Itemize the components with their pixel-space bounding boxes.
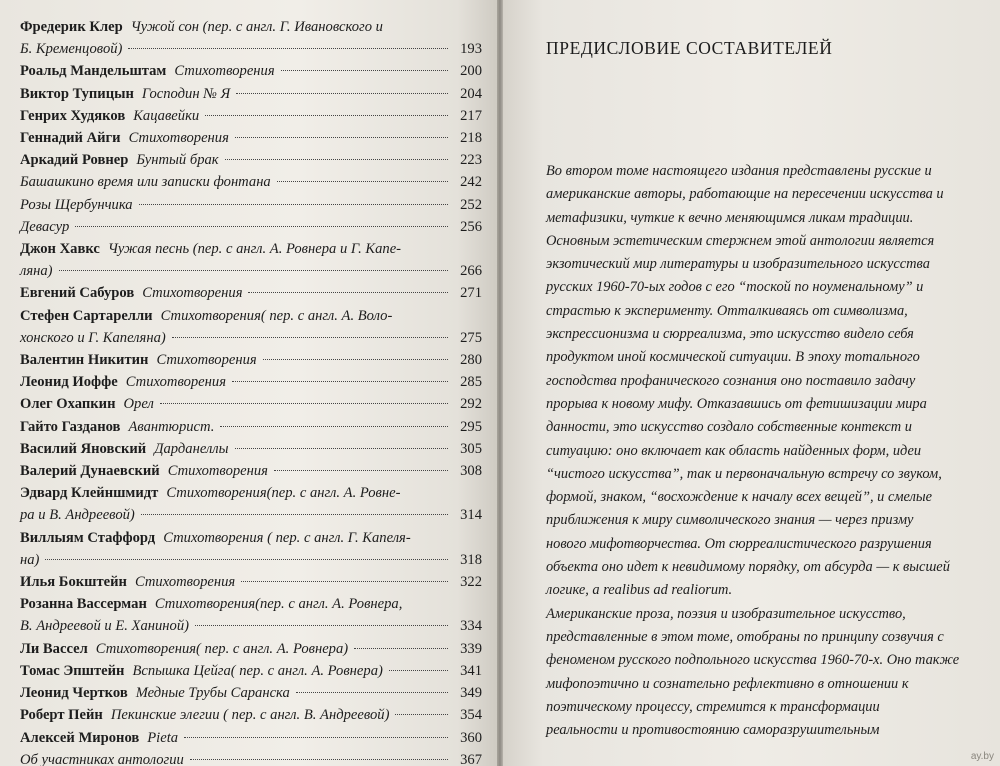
toc-page-number: 285 <box>460 374 482 391</box>
toc-author: Стефен Сартарелли <box>20 307 153 324</box>
toc-title: Стихотворения <box>174 63 275 80</box>
toc-page-number: 308 <box>460 463 482 480</box>
toc-entry <box>20 105 482 127</box>
toc-entry <box>20 638 482 660</box>
toc-entry <box>20 282 482 304</box>
toc-author: Василий Яновский <box>20 440 147 457</box>
toc-title: Стихотворения( пер. с англ. А. Воло- <box>160 307 393 324</box>
toc-page-number: 322 <box>460 574 482 591</box>
toc-page-number: 266 <box>460 263 482 280</box>
toc-page-number: 271 <box>460 285 482 302</box>
dot-leader <box>296 692 448 693</box>
toc-entry <box>20 704 482 726</box>
toc-page-number: 252 <box>460 196 482 213</box>
toc-author: Виллыям Стаффорд <box>20 529 156 546</box>
toc-title: Стихотворения(пер. с англ. А. Ровнера, <box>154 596 403 613</box>
toc-entry <box>20 682 482 704</box>
dot-leader <box>263 359 448 360</box>
toc-author: Роальд Мандельштам <box>20 63 167 80</box>
toc-page-number: 280 <box>460 352 482 369</box>
toc-entry <box>20 571 482 593</box>
toc-page-number: 218 <box>460 130 482 147</box>
toc-page-number: 204 <box>460 85 482 102</box>
toc-title: Стихотворения ( пер. с англ. Г. Капеля- <box>163 529 411 546</box>
toc-title: Стихотворения <box>134 574 236 591</box>
toc-author: Алексей Миронов <box>20 729 140 746</box>
dot-leader <box>160 403 448 404</box>
toc-title: Бунтый брак <box>136 152 219 169</box>
toc-title: Стихотворения(пер. с англ. А. Ровне- <box>166 485 401 502</box>
toc-entry <box>20 194 482 216</box>
dot-leader <box>141 514 448 515</box>
preface-line: приближения к миру символического знания — через призму <box>546 512 914 529</box>
toc-title: Авантюрист. <box>128 418 215 435</box>
toc-title: Дарданеллы <box>154 440 229 457</box>
dot-leader <box>235 448 448 449</box>
toc-title: Стихотворения( пер. с англ. А. Ровнера) <box>95 640 349 657</box>
toc-title-continuation: В. Андреевой и Е. Ханиной) <box>20 618 189 635</box>
toc-page-number: 217 <box>460 107 482 124</box>
dot-leader <box>75 226 448 227</box>
toc-page-number: 339 <box>460 640 482 657</box>
toc-entry <box>20 238 482 282</box>
toc-title: Господин № Я <box>141 85 231 102</box>
preface-line: продуктом иной космической ситуации. В эпоху тотального <box>546 349 920 366</box>
toc-entry <box>20 371 482 393</box>
toc-page-number: 242 <box>460 174 482 191</box>
toc-title-continuation: Б. Кременцовой) <box>20 41 123 58</box>
preface-line: логике, a realibus ad realiorum. <box>546 582 733 599</box>
toc-entry <box>20 83 482 105</box>
toc-author: Фредерик Клер <box>20 19 123 35</box>
toc-entry <box>20 305 482 349</box>
toc-title: Чужой сон (пер. с англ. Г. Ивановского и <box>130 19 383 35</box>
toc-author: Роберт Пейн <box>20 707 103 724</box>
toc-author: Ли Вассел <box>20 640 88 657</box>
toc-title: Pieta <box>147 729 179 746</box>
preface-line: реальности и противостоянию саморазрушительным <box>546 722 880 739</box>
dot-leader <box>277 181 448 182</box>
toc-author: Геннадий Айги <box>20 130 121 147</box>
toc-entry <box>20 593 482 637</box>
toc-author: Леонид Чертков <box>20 685 128 702</box>
toc-page-number: 360 <box>460 729 482 746</box>
toc-title: Стихотворения <box>156 352 257 369</box>
toc-entry <box>20 482 482 526</box>
toc-title: Чужая песнь (пер. с англ. А. Ровнера и Г. Капе- <box>107 241 402 258</box>
toc-page-number: 223 <box>460 152 482 169</box>
preface-line: поэтическому процессу, стремится к трансформации <box>546 698 880 715</box>
toc-author: Олег Охапкин <box>20 396 116 413</box>
dot-leader <box>235 137 448 138</box>
dot-leader <box>395 714 448 715</box>
dot-leader <box>389 670 448 671</box>
preface-line: “чистого искусства”, так и первоначальную встречу со звуком, <box>546 465 942 482</box>
toc-page-number: 314 <box>460 507 482 524</box>
toc-page-number: 334 <box>460 618 482 635</box>
toc-title: Башашкино время или записки фонтана <box>20 174 271 191</box>
preface-line: данности, это искусство создало собственные контекст и <box>546 419 912 436</box>
preface-heading: ПРЕДИСЛОВИЕ СОСТАВИТЕЛЕЙ <box>546 38 833 58</box>
toc-title: Стихотворения <box>125 374 226 391</box>
toc-title: Медные Трубы Саранска <box>135 685 290 702</box>
dot-leader <box>128 48 448 49</box>
dot-leader <box>139 204 448 205</box>
toc-page-number: 305 <box>460 440 482 457</box>
dot-leader <box>205 115 448 116</box>
toc-title: Розы Щербунчика <box>20 196 133 213</box>
toc-author: Виктор Тупицын <box>20 85 134 102</box>
toc-author: Валентин Никитин <box>20 352 149 369</box>
toc-entry <box>20 60 482 82</box>
toc-title-continuation: ра и В. Андреевой) <box>20 507 135 524</box>
preface-line: Во втором томе настоящего издания представлены русские и <box>546 163 932 179</box>
toc-author: Илья Бокштейн <box>20 574 127 591</box>
left-page <box>0 0 497 766</box>
toc-title: Пекинские элегии ( пер. с англ. В. Андреевой) <box>110 707 390 724</box>
toc-page-number: 349 <box>460 685 482 702</box>
toc-page-number: 295 <box>460 418 482 435</box>
preface-body <box>546 160 974 742</box>
toc-entry <box>20 416 482 438</box>
toc-entry <box>20 660 482 682</box>
preface-line: мифопоэтично и сознательно рефлективно в отношении к <box>546 675 909 692</box>
toc-entry <box>20 216 482 238</box>
toc-title: Стихотворения <box>167 463 268 480</box>
preface-line: нового мифотворчества. От сюрреалистического разрушения <box>546 535 932 552</box>
dot-leader <box>172 337 448 338</box>
toc-title: Об участниках антологии <box>20 751 184 766</box>
dot-leader <box>190 759 448 760</box>
dot-leader <box>354 648 448 649</box>
watermark: ay.by <box>970 751 994 762</box>
toc-entry <box>20 460 482 482</box>
toc-entry <box>20 349 482 371</box>
dot-leader <box>236 93 448 94</box>
table-of-contents <box>20 16 482 766</box>
toc-entry <box>20 727 482 749</box>
toc-entry <box>20 16 482 60</box>
preface-line: господства профанического сознания оно поставило задачу <box>546 372 916 389</box>
preface-line: экзотический мир литературы и изобразительного искусства <box>546 256 930 273</box>
preface-line: феноменом русского подпольного искусства 1960-70-х. Оно также <box>546 652 960 669</box>
toc-entry <box>20 749 482 766</box>
dot-leader <box>195 625 448 626</box>
toc-page-number: 193 <box>460 41 482 58</box>
toc-page-number: 256 <box>460 218 482 235</box>
toc-entry <box>20 438 482 460</box>
dot-leader <box>232 381 448 382</box>
toc-author: Гайто Газданов <box>20 418 121 435</box>
preface-line: метафизики, чуткие к вечно меняющимся ликам традиции. <box>546 209 914 226</box>
dot-leader <box>225 159 448 160</box>
toc-entry <box>20 393 482 415</box>
toc-author: Эдвард Клейншмидт <box>20 485 159 502</box>
toc-page-number: 354 <box>460 707 482 724</box>
dot-leader <box>241 581 448 582</box>
toc-title: Девасур <box>20 218 70 235</box>
preface-line: экспрессионизма и сюрреализма, это искусство видело себя <box>546 326 914 343</box>
toc-entry <box>20 149 482 171</box>
dot-leader <box>59 270 448 271</box>
toc-author: Леонид Иоффе <box>20 374 118 391</box>
preface-line: русских 1960-70-ых годов с его “тоской по ноуменальному” и <box>546 279 924 296</box>
toc-author: Евгений Сабуров <box>20 285 135 302</box>
preface-line: объекта оно идет к невидимому порядку, от абсурда — к высшей <box>546 559 950 576</box>
toc-entry <box>20 527 482 571</box>
dot-leader <box>274 470 448 471</box>
preface-line: американские авторы, работающие на пересечении искусства и <box>546 186 944 203</box>
toc-author: Розанна Вассерман <box>20 596 147 613</box>
toc-author: Джон Хавкс <box>20 241 100 258</box>
toc-title: Стихотворения <box>128 130 229 147</box>
dot-leader <box>220 426 448 427</box>
toc-title-continuation: ляна) <box>20 263 53 280</box>
dot-leader <box>45 559 448 560</box>
dot-leader <box>184 737 448 738</box>
preface-line: Основным эстетическим стержнем этой антологии является <box>546 232 935 249</box>
toc-title: Стихотворения <box>142 285 243 302</box>
toc-page-number: 292 <box>460 396 482 413</box>
preface-line: ситуацию: оно включает как область найденных форм, идеи <box>546 442 922 459</box>
toc-page-number: 318 <box>460 551 482 568</box>
toc-entry <box>20 171 482 193</box>
toc-title: Орел <box>123 396 154 413</box>
toc-author: Генрих Худяков <box>20 107 126 124</box>
preface-line: страстью к эксперименту. Отталкиваясь от символизма, <box>546 302 908 319</box>
preface-line: Американские проза, поэзия и изобразительное искусство, <box>546 605 906 622</box>
toc-title-continuation: на) <box>20 551 40 568</box>
preface-line: прорыва к новому мифу. Отказавшись от фетишизации мира <box>546 395 927 412</box>
toc-title: Кацавейки <box>133 107 200 124</box>
dot-leader <box>248 292 448 293</box>
toc-page-number: 367 <box>460 751 482 766</box>
toc-author: Валерий Дунаевский <box>20 463 160 480</box>
toc-title: Вспышка Цейга( пер. с англ. А. Ровнера) <box>132 662 383 679</box>
toc-author: Аркадий Ровнер <box>20 152 129 169</box>
toc-entry <box>20 127 482 149</box>
toc-author: Томас Эпштейн <box>20 662 125 679</box>
toc-title-continuation: хонского и Г. Капеляна) <box>20 329 166 346</box>
preface-line: представленные в этом томе, отобраны по принципу созвучия с <box>546 628 944 645</box>
preface-line: формой, знаком, “восхождение к началу всех вещей”, и смелые <box>546 489 932 506</box>
dot-leader <box>281 70 448 71</box>
toc-page-number: 275 <box>460 329 482 346</box>
toc-page-number: 341 <box>460 662 482 679</box>
toc-page-number: 200 <box>460 63 482 80</box>
